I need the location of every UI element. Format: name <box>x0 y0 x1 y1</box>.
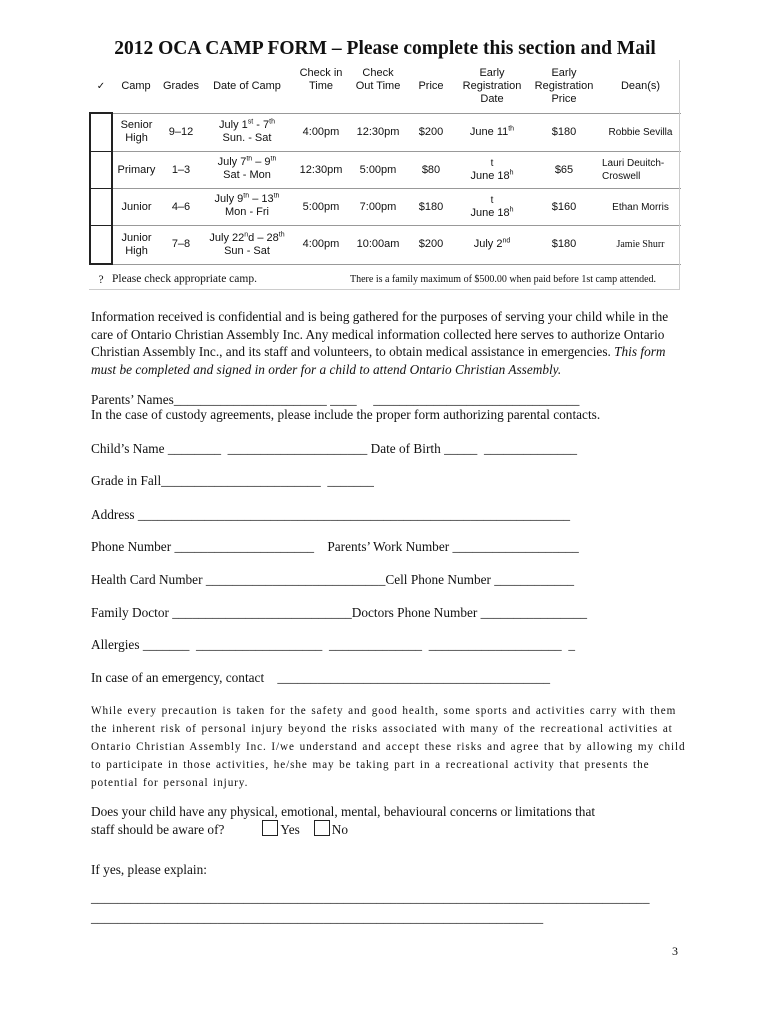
check-in-time: 4:00pm <box>292 226 350 265</box>
parents-names-field[interactable]: Parents’ Names_______________________ ____ _______________________________ <box>91 392 580 407</box>
camp-dean: Jamie Shurr <box>600 226 681 265</box>
check-in-time: 12:30pm <box>292 152 350 189</box>
table-footer-row <box>90 264 681 295</box>
header-early-price: Early Registration Price <box>528 60 600 113</box>
header-price: Price <box>406 60 456 113</box>
camp-table <box>89 60 681 295</box>
camp-price: $200 <box>406 226 456 265</box>
early-price: $180 <box>528 113 600 152</box>
camp-dates: July 9th – 13th Mon - Fri <box>202 189 292 226</box>
camp-name: Primary <box>112 152 160 189</box>
header-early-date: Early Registration Date <box>456 60 528 113</box>
explain-label: If yes, please explain: <box>91 862 207 877</box>
camp-price: $80 <box>406 152 456 189</box>
table-header-row <box>90 60 681 113</box>
camp-grades: 9–12 <box>160 113 202 152</box>
table-row <box>90 189 681 226</box>
yes-checkbox[interactable] <box>262 820 278 836</box>
early-date: June 11th <box>456 113 528 152</box>
camp-dean: Lauri Deuitch-Croswell <box>600 152 681 189</box>
early-price: $180 <box>528 226 600 265</box>
explain-line-1[interactable]: ____________________________________________________________________________________ <box>91 890 650 905</box>
table-row <box>90 113 681 152</box>
early-date: t June 18$^h$ <box>456 152 528 189</box>
header-grades: Grades <box>160 60 202 113</box>
page-number: 3 <box>672 944 678 958</box>
no-label: No <box>331 822 349 837</box>
early-price: $160 <box>528 189 600 226</box>
camp-dean: Ethan Morris <box>600 189 681 226</box>
early-date: t June 18$^h$ <box>456 189 528 226</box>
phone-field[interactable]: Phone Number _____________________ Parents’ Work Number ___________________ <box>91 539 579 554</box>
table-row <box>90 152 681 189</box>
form-title: 2012 OCA CAMP FORM – Please complete this section and Mail <box>114 38 656 59</box>
family-doctor-field[interactable]: Family Doctor ___________________________Doctors Phone Number ________________ <box>91 605 588 620</box>
camp-price: $200 <box>406 113 456 152</box>
check-out-time: 5:00pm <box>350 152 406 189</box>
concerns-question-text: staff should be aware of? <box>91 822 225 837</box>
early-price: $65 <box>528 152 600 189</box>
camp-grades: 4–6 <box>160 189 202 226</box>
check-instruction: Please check appropriate camp. <box>112 273 257 286</box>
header-check-out: Check Out Time <box>350 60 406 113</box>
completion-requirement: This form must be completed and signed in order for a child to attend Ontario Christian Assembly. <box>91 344 666 377</box>
custody-note: In the case of custody agreements, please include the proper form authorizing parental contacts. <box>91 407 601 422</box>
header-camp: Camp <box>112 60 160 113</box>
header-deans: Dean(s) <box>600 60 681 113</box>
grade-field[interactable]: Grade in Fall________________________ _______ <box>91 473 374 488</box>
risk-waiver: While every precaution is taken for the safety and good health, some sports and activities carry with them the inherent risk of personal injury beyond the risks associated with many of the recreational activities at Ontario Christian Assembly Inc. I/we understand and accept these risks and agree that by allowing my child to participate in those activities, he/she may be taking part in a recreational activity that presents the potential for personal injury. <box>91 705 686 789</box>
child-name-field[interactable]: Child’s Name ________ _____________________ Date of Birth _____ ______________ <box>91 441 578 456</box>
early-date: July 2nd <box>456 226 528 265</box>
camp-dates: July 7th – 9th Sat - Mon <box>202 152 292 189</box>
health-card-field[interactable]: Health Card Number ___________________________Cell Phone Number ____________ <box>91 572 575 587</box>
camp-name: Junior High <box>112 226 160 265</box>
no-checkbox[interactable] <box>314 820 330 836</box>
camp-name: Junior <box>112 189 160 226</box>
concerns-question: Does your child have any physical, emotional, mental, behavioural concerns or limitations that <box>91 804 596 819</box>
camp-dates: July 1st - 7th Sun. - Sat <box>202 113 292 152</box>
camp-checkbox-primary[interactable] <box>90 152 112 189</box>
concerns-question-line2 <box>91 820 348 838</box>
footer-mark: ? <box>98 273 104 286</box>
header-check-in: Check in Time <box>292 60 350 113</box>
explain-line-2[interactable]: ____________________________________________________________________ <box>91 910 544 925</box>
camp-price: $180 <box>406 189 456 226</box>
camp-checkbox-senior-high[interactable] <box>90 113 112 152</box>
confidentiality-text: Information received is confidential and is being gathered for the purposes of serving your child while in the care of Ontario Christian Assembly Inc. Any medical information collected here serves to authorize Ontario Christian Assembly Inc., and its staff and volunteers, to obtain medical assistance in emergencies. <box>91 309 669 359</box>
check-out-time: 10:00am <box>350 226 406 265</box>
check-out-time: 7:00pm <box>350 189 406 226</box>
table-row <box>90 226 681 265</box>
camp-grades: 7–8 <box>160 226 202 265</box>
camp-grades: 1–3 <box>160 152 202 189</box>
family-maximum-note: There is a family maximum of $500.00 when paid before 1st camp attended. <box>350 274 657 286</box>
allergies-field[interactable]: Allergies _______ ___________________ ______________ ____________________ _ <box>91 637 575 652</box>
confidentiality-paragraph <box>91 308 691 378</box>
camp-name: Senior High <box>112 113 160 152</box>
camp-checkbox-junior-high[interactable] <box>90 226 112 265</box>
check-out-time: 12:30pm <box>350 113 406 152</box>
yes-label: Yes <box>280 822 300 837</box>
emergency-contact-field[interactable]: In case of an emergency, contact _________________________________________ <box>91 670 551 685</box>
camp-checkbox-junior[interactable] <box>90 189 112 226</box>
header-date: Date of Camp <box>202 60 292 113</box>
check-in-time: 5:00pm <box>292 189 350 226</box>
camp-dates: July 22$^n$d – 28th Sun - Sat <box>202 226 292 265</box>
header-check: ✓ <box>90 60 112 113</box>
camp-dean: Robbie Sevilla <box>600 113 681 152</box>
check-in-time: 4:00pm <box>292 113 350 152</box>
address-field[interactable]: Address _________________________________________________________________ <box>91 507 571 522</box>
